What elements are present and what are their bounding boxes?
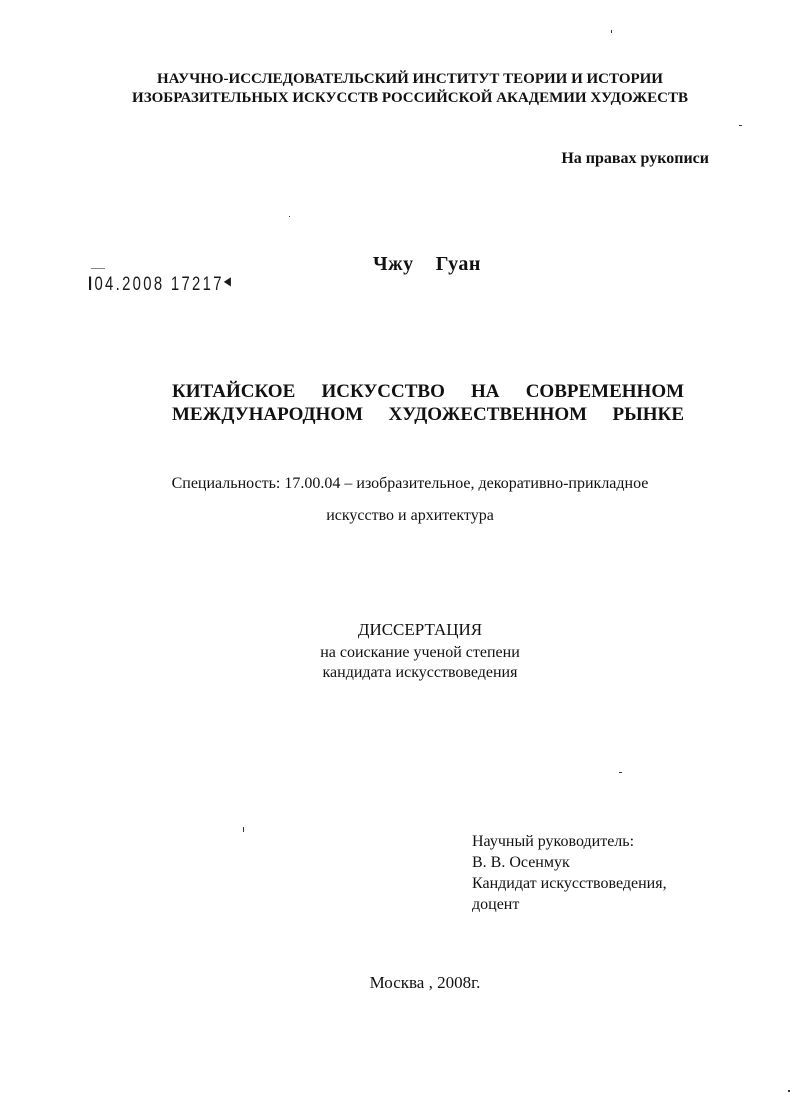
thesis-title-line-1 [172,381,684,403]
supervisor-block [472,831,667,915]
scan-speck [739,125,742,126]
institute-name-line-1: НАУЧНО-ИССЛЕДОВАТЕЛЬСКИЙ ИНСТИТУТ ТЕОРИИ И ИСТОРИИ [157,71,663,87]
scan-speck [788,1090,790,1092]
specialty-line-1: Специальность: 17.00.04 – изобразительное, декоративно-прикладное [171,475,649,492]
thesis-title-word: РЫНКЕ [612,404,684,425]
author-name [373,253,481,276]
thesis-title-word: КИТАЙСКОЕ [172,381,296,402]
thesis-title-word: МЕЖДУНАРОДНОМ [172,404,364,425]
thesis-title-word: СОВРЕМЕННОМ [525,381,685,402]
thesis-title-word: ИСКУССТВО [321,381,445,402]
rights-notice: На правах рукописи [561,150,709,167]
city-year: Москва , 2008г. [369,973,481,992]
scan-speck [611,30,612,33]
institute-name-line-2: ИЗОБРАЗИТЕЛЬНЫХ ИСКУССТВ РОССИЙСКОЙ АКАДЕМИИ ХУДОЖЕСТВ [132,90,688,106]
thesis-title-word: ХУДОЖЕСТВЕННОМ [388,404,588,425]
scan-speck [619,772,622,773]
dissertation-degree-line-1: на соискание ученой степени [320,644,520,661]
registration-stamp: I04.2008 17217◀ [88,274,234,295]
scan-speck [91,268,105,269]
supervisor-degree: Кандидат искусствоведения, [472,875,667,892]
dissertation-heading: ДИССЕРТАЦИЯ [357,620,483,639]
supervisor-name: В. В. Осенмук [472,854,570,871]
thesis-title-line-2 [172,404,684,426]
author-surname: Чжу [373,253,414,275]
thesis-title-word: НА [471,381,500,402]
scan-speck [243,827,244,832]
registration-stamp-number: 04.2008 17217 [94,274,224,295]
scan-speck [289,216,290,217]
dissertation-degree-line-2: кандидата искусствоведения [322,664,518,681]
specialty-line-2: искусство и архитектура [326,507,494,524]
supervisor-title: доцент [472,896,520,913]
author-given-name: Гуан [435,253,481,275]
supervisor-label: Научный руководитель: [472,833,635,850]
